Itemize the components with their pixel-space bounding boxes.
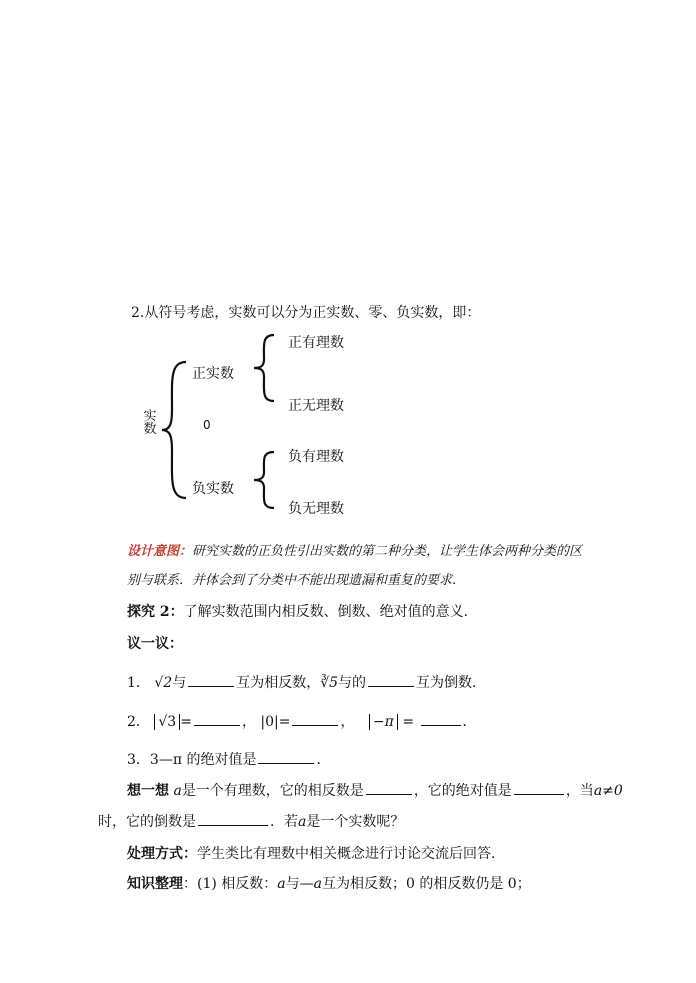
q1-text2: 互为相反数， [236,675,321,691]
q1-cbrt5: ∛5 [320,675,339,691]
q2-blank-2[interactable] [292,711,338,726]
design-intent-line2: 别与联系．并体会到了分类中不能出现遗漏和重复的要求． [127,573,466,588]
tree-pos-irrational: 正无理数 [288,398,344,414]
think-a1: a [173,783,182,799]
question-1 [127,672,486,692]
tree-pos-rational: 正有理数 [288,335,344,351]
knowledge-label: 知识整理 [127,876,183,892]
q2-end: ． [462,714,477,730]
handle-line [127,843,505,863]
q1-text4: 互为倒数． [416,675,487,691]
think-blank-2[interactable] [514,780,564,795]
q1-text1: 与 [172,675,187,691]
think-t1: 是一个有理数，它的相反数是 [181,783,364,799]
design-intent-line1 [127,540,582,559]
think-line2c: 是一个实数呢？ [306,814,405,830]
q2-eq3: = [402,714,415,730]
explore-line [127,601,478,621]
handle-label: 处理方式： [127,846,197,862]
think-line2b: ．若 [270,814,298,830]
negative-brace-icon [252,450,278,510]
knowledge-a1: a [277,876,286,892]
knowledge-line [127,873,531,893]
q1-text3: 与的 [338,675,367,691]
think-blank-3[interactable] [198,811,268,826]
q2-blank-1[interactable] [194,711,240,726]
q1-number: 1． [127,675,150,691]
think-label: 想一想 [127,783,169,799]
knowledge-text3: 互为相反数；0 的相反数仍是 0； [322,876,531,892]
think-blank-1[interactable] [366,780,412,795]
q2-eq1: = [180,714,192,730]
think-cond: a≠0 [593,783,623,799]
tree-neg-irrational: 负无理数 [288,501,344,517]
tree-zero: 0 [203,418,211,432]
q2-expr3: −π [369,714,398,730]
think-t3: ，当 [565,783,594,799]
knowledge-text2: 与— [285,876,314,892]
q2-number: 2． [127,714,150,730]
tree-negative: 负实数 [192,481,234,497]
q3-text: 3—π 的绝对值是 [149,752,257,768]
q2-expr2: |0|= [260,714,291,730]
think-line1 [127,780,623,800]
q2-blank-3[interactable] [421,711,461,726]
explore-text: 了解实数范围内相反数、倒数、绝对值的意义． [183,604,478,620]
tree-positive: 正实数 [192,366,234,382]
q3-number: 3． [127,752,150,768]
think-t2: ，它的绝对值是 [413,783,512,799]
q1-sqrt2: √2 [154,675,173,691]
q2-expr1: √3 [154,714,180,730]
think-line2a: 时，它的倒数是 [98,814,196,830]
knowledge-a2: a [313,876,322,892]
design-intent-text1: 研究实数的正负性引出实数的第二种分类，让学生体会两种分类的区 [192,544,583,559]
q1-blank-2[interactable] [368,672,414,687]
think-line2 [98,811,404,831]
tree-neg-rational: 负有理数 [288,449,344,465]
discuss-label: 议一议： [127,636,183,652]
tree-root-label: 实数 [143,409,157,437]
explore-label: 探究 2： [127,604,184,620]
handle-text: 学生类比有理数中相关概念进行讨论交流后回答． [197,846,505,862]
design-intent-label: 设计意图： [127,544,193,559]
q3-end: ． [316,752,331,768]
q1-blank-1[interactable] [188,672,234,687]
question-2: 2． √3 = ， |0|= ， −π = ． [127,711,477,731]
question-3 [127,749,330,769]
knowledge-text1: ：(1) 相反数： [183,876,278,892]
q3-blank[interactable] [258,749,314,764]
intro-text: 2.从符号考虑，实数可以分为正实数、零、负实数，即： [131,305,481,321]
positive-brace-icon [252,333,278,403]
think-a2: a [298,814,307,830]
root-brace-icon [160,360,190,500]
